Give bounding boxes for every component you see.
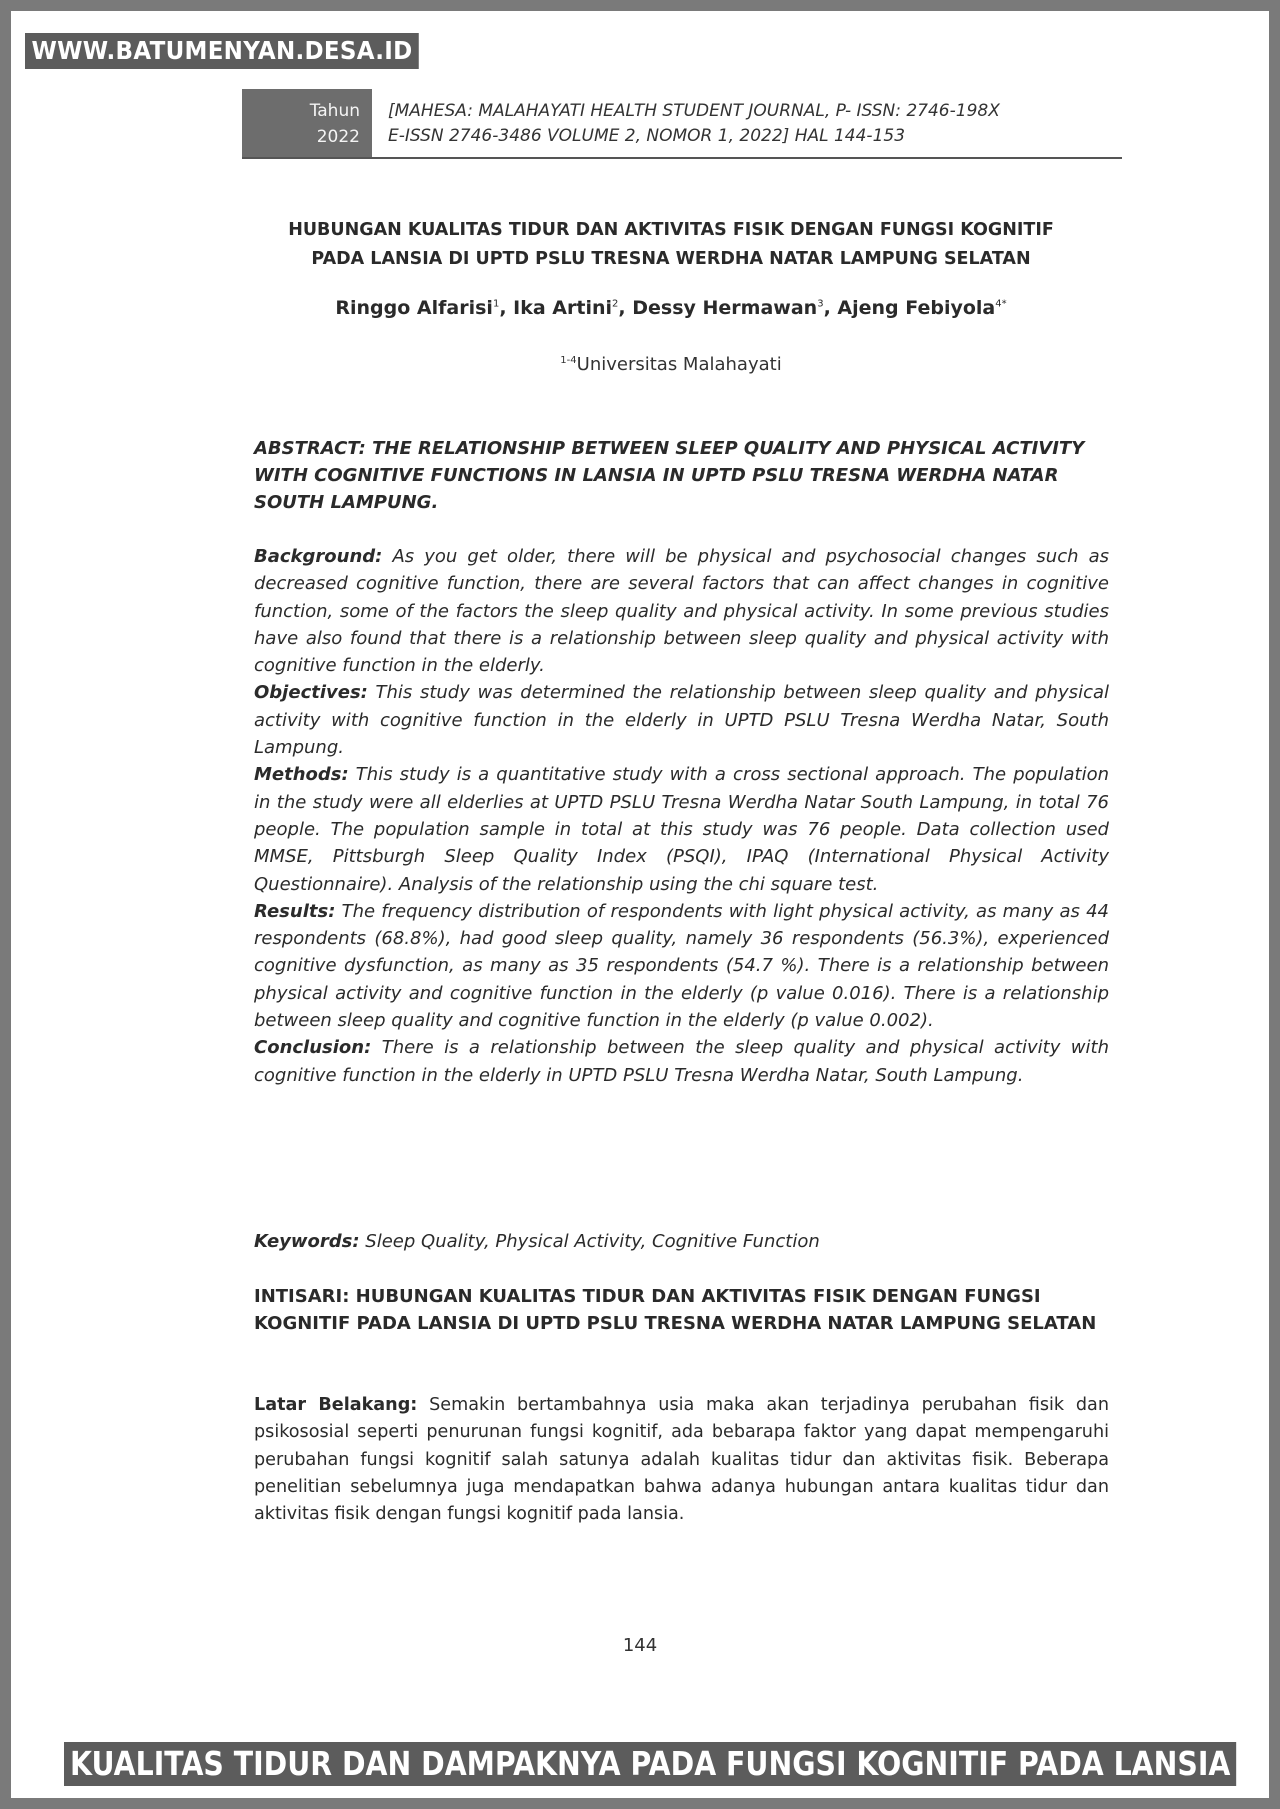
affiliation-name: Universitas Malahayati — [576, 354, 782, 375]
intisari-latar-belakang — [254, 1392, 1109, 1528]
title-line: PADA LANSIA DI UPTD PSLU TRESNA WERDHA NATAR LAMPUNG SELATAN — [311, 249, 1031, 269]
journal-line-2: E-ISSN 2746-3486 VOLUME 2, NOMOR 1, 2022] HAL 144-153 — [388, 126, 906, 146]
page-number: 144 — [622, 1635, 658, 1656]
title-line: HUBUNGAN KUALITAS TIDUR DAN AKTIVITAS FISIK DENGAN FUNGSI KOGNITIF — [288, 220, 1054, 240]
abstract-conclusion — [254, 1034, 1109, 1089]
section-text: As you get older, there will be physical and psychosocial changes such as decreased cognitive function, there are several factors that can affect changes in cognitive function, some of the factors the sleep quality and physical activity. In some previous studies have also found that there is a relationship between sleep quality and physical activity with cognitive function in the elderly. — [254, 546, 1109, 677]
abstract-body — [254, 543, 1109, 1089]
abstract-objectives — [254, 679, 1109, 761]
section-text: There is a relationship between the sleep quality and physical activity with cognitive function in the elderly in UPTD PSLU Tresna Werdha Natar, South Lampung. — [254, 1037, 1109, 1086]
keywords-label: Keywords: — [254, 1231, 360, 1252]
abstract-title: ABSTRACT: THE RELATIONSHIP BETWEEN SLEEP QUALITY AND PHYSICAL ACTIVITY WITH COGNITIVE FUNCTIONS IN LANSIA IN UPTD PSLU TRESNA WERDHA NATAR SOUTH LAMPUNG. — [254, 438, 1085, 513]
year-box — [242, 89, 372, 157]
author-name: Ringgo Alfarisi — [335, 297, 493, 319]
author-sup: 4* — [995, 298, 1007, 310]
keywords-text: Sleep Quality, Physical Activity, Cognitive Function — [359, 1231, 820, 1252]
section-label: Methods: — [254, 764, 349, 786]
year-value: 2022 — [316, 127, 360, 147]
intisari-title: INTISARI: HUBUNGAN KUALITAS TIDUR DAN AKTIVITAS FISIK DENGAN FUNGSI KOGNITIF PADA LANSIA DI UPTD PSLU TRESNA WERDHA NATAR LAMPUNG SELATAN — [254, 1286, 1097, 1334]
author-sup: 2 — [612, 298, 619, 310]
abstract-results — [254, 898, 1109, 1034]
section-text: This study is a quantitative study with a cross sectional approach. The population in the study were all elderlies at UPTD PSLU Tresna Werdha Natar South Lampung, in total 76 people. The population sample in total at this study was 76 people. Data collection used MMSE, Pittsburgh Sleep Quality Index (PSQI), IPAQ (International Physical Activity Questionnaire). Analysis of the relationship using the chi square test. — [254, 764, 1109, 895]
author-name: Ajeng Febiyola — [837, 297, 996, 319]
header-rule — [242, 157, 1122, 159]
keywords — [254, 1228, 1109, 1255]
journal-info — [388, 99, 1000, 149]
document-page — [11, 11, 1269, 1798]
section-text: This study was determined the relationship between sleep quality and physical activity with cognitive function in the elderly in UPTD PSLU Tresna Werdha Natar, South Lampung. — [254, 682, 1109, 759]
author-name: Ika Artini — [513, 297, 613, 319]
author-sup: 1 — [492, 298, 500, 310]
latar-label: Latar Belakang: — [254, 1395, 418, 1415]
latar-text: Semakin bertambahnya usia maka akan terjadinya perubahan fisik dan psikososial seperti penurunan fungsi kognitif, ada bebarapa faktor yang dapat mempengaruhi perubahan fungsi kognitif salah satunya adalah kualitas tidur dan aktivitas fisik. Beberapa penelitian sebelumnya juga mendapatkan bahwa adanya hubungan antara kualitas tidur dan aktivitas fisik dengan fungsi kognitif pada lansia. — [254, 1395, 1109, 1525]
abstract-background — [254, 543, 1109, 679]
affiliation — [241, 354, 1101, 375]
author-list: Ringgo Alfarisi$^1$, Ika Artini$^2$, Dessy Hermawan$^3$, Ajeng Febiyola$^{4*}$ — [335, 297, 1007, 319]
caption-banner: KUALITAS TIDUR DAN DAMPAKNYA PADA FUNGSI KOGNITIF PADA LANSIA — [64, 1742, 1236, 1786]
affiliation-sup: 1-4 — [560, 355, 577, 366]
author-sup: 3 — [817, 298, 824, 310]
section-text: The frequency distribution of respondents with light physical activity, as many as 44 respondents (68.8%), had good sleep quality, namely 36 respondents (56.3%), experienced cognitive dysfunction, as many as 35 respondents (54.7 %). There is a relationship between physical activity and cognitive function in the elderly (p value 0.016). There is a relationship between sleep quality and cognitive function in the elderly (p value 0.002). — [254, 900, 1109, 1032]
site-watermark: WWW.BATUMENYAN.DESA.ID — [25, 33, 419, 69]
year-label: Tahun — [309, 101, 360, 121]
section-label: Objectives: — [254, 682, 368, 704]
section-label: Conclusion: — [254, 1037, 372, 1059]
abstract-methods — [254, 761, 1109, 897]
paper-title — [241, 216, 1101, 274]
journal-line-1: [MAHESA: MALAHAYATI HEALTH STUDENT JOURNAL, P- ISSN: 2746-198X — [388, 101, 1000, 121]
section-label: Results: — [254, 900, 336, 922]
author-name: Dessy Hermawan — [632, 297, 818, 319]
section-label: Background: — [254, 546, 383, 567]
journal-header — [242, 89, 1122, 159]
